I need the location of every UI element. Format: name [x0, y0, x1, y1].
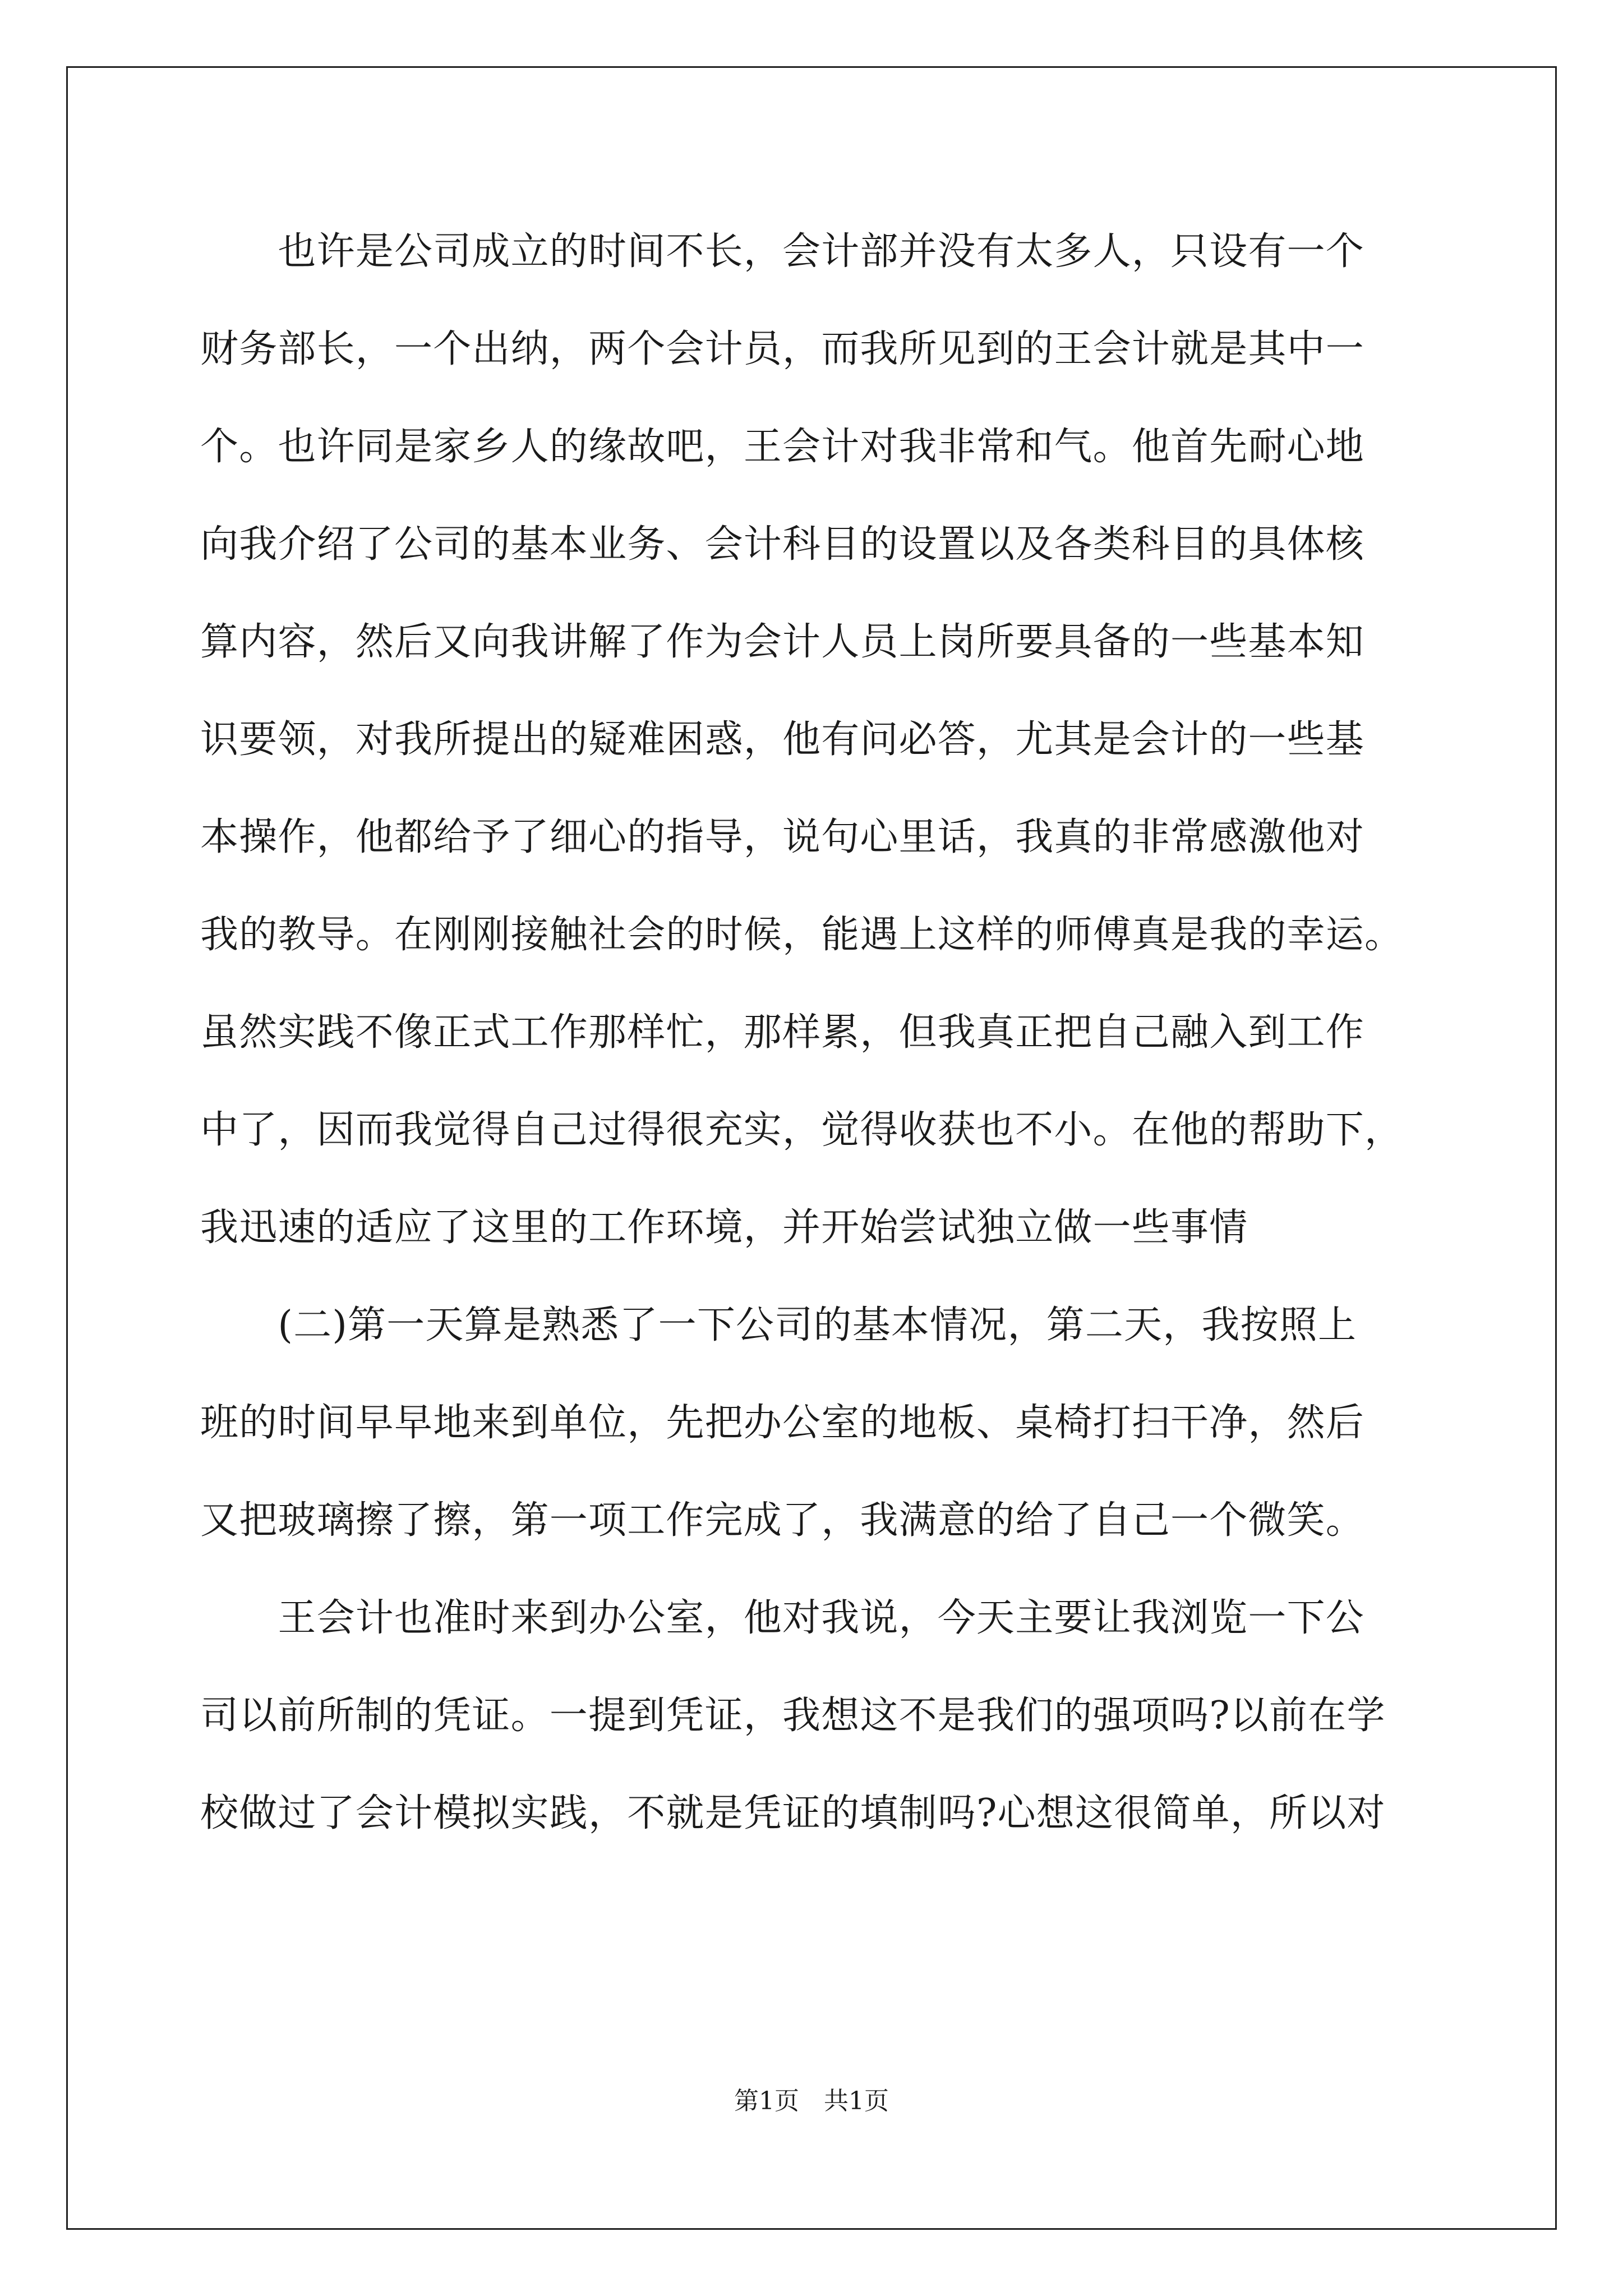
text-line: 也许是公司成立的时间不长，会计部并没有太多人，只设有一个: [200, 229, 1365, 274]
text-line: 个。也许同是家乡人的缘故吧，王会计对我非常和气。他首先耐心地: [200, 425, 1365, 469]
text-line: 司以前所制的凭证。一提到凭证，我想这不是我们的强项吗?以前在学: [200, 1694, 1386, 1738]
text-line: 班的时间早早地来到单位，先把办公室的地板、桌椅打扫干净，然后: [200, 1401, 1365, 1445]
text-line: 王会计也准时来到办公室，他对我说，今天主要让我浏览一下公: [200, 1596, 1365, 1640]
text-line: 向我介绍了公司的基本业务、会计科目的设置以及各类科目的具体核: [200, 522, 1365, 567]
text-line: 又把玻璃擦了擦，第一项工作完成了，我满意的给了自己一个微笑。: [200, 1498, 1365, 1543]
text-line: 本操作，他都给予了细心的指导，说句心里话，我真的非常感激他对: [200, 815, 1365, 859]
text-line: 我迅速的适应了这里的工作环境，并开始尝试独立做一些事情: [200, 1205, 1248, 1250]
text-line: 虽然实践不像正式工作那样忙，那样累，但我真正把自己融入到工作: [200, 1010, 1365, 1055]
text-line: 我的教导。在刚刚接触社会的时候，能遇上这样的师傅真是我的幸运。: [200, 913, 1404, 957]
text-line: 识要领，对我所提出的疑难困惑，他有问必答，尤其是会计的一些基: [200, 717, 1365, 762]
text-line: 算内容，然后又向我讲解了作为会计人员上岗所要具备的一些基本知: [200, 620, 1365, 664]
page-footer: 第1页 共1页: [734, 2087, 889, 2115]
text-line: (二)第一天算是熟悉了一下公司的基本情况，第二天，我按照上: [200, 1303, 1357, 1347]
text-line: 中了，因而我觉得自己过得很充实，觉得收获也不小。在他的帮助下，: [200, 1108, 1404, 1152]
text-line: 财务部长，一个出纳，两个会计员，而我所见到的王会计就是其中一: [200, 327, 1365, 371]
document-body: [200, 203, 1423, 1862]
text-line: 校做过了会计模拟实践，不就是凭证的填制吗?心想这很简单，所以对: [200, 1791, 1386, 1835]
